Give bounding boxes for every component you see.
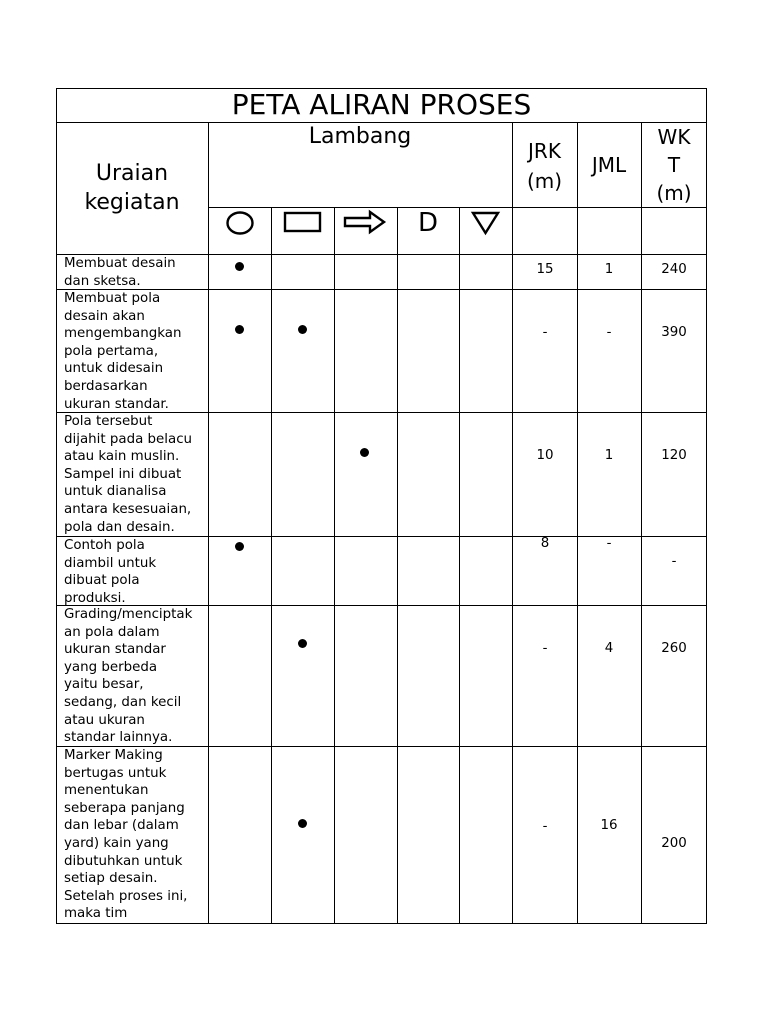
col-divider-sym1 [271,207,272,923]
row-4-mark-dot [235,542,244,551]
table-border-right [706,88,707,923]
row-5-wkt: 260 [661,641,687,656]
header-desc-line2: kegiatan [84,190,180,215]
col-divider-jrk [512,122,513,923]
row-3-jml: 1 [604,448,614,463]
row-2-mark-dot [298,325,307,334]
delay-d-icon: D [417,208,439,238]
row-1-wkt: 240 [661,262,687,277]
row-2-description: Membuat pola desain akan mengembangkan pola pertama, untuk didesain berdasarkan ukuran standar. [64,291,182,412]
row-3-mark-dot [360,448,369,457]
row-4-wkt: - [671,554,677,569]
row-3-description: Pola tersebut dijahit pada belacu atau kain muslin. Sampel ini dibuat untuk dianalisa antara kesesuaian, pola dan desain. [64,414,193,535]
col-divider-sym2 [334,207,335,923]
page-title: PETA ALIRAN PROSES [231,88,532,121]
row-1-jml: 1 [604,262,614,277]
table-border-bottom [56,923,707,924]
row-3-wkt: 120 [661,448,687,463]
header-jrk-line2: (m) [526,169,563,193]
row-6-description: Marker Making bertugas untuk menentukan seberapa panjang dan lebar (dalam yard) kain yang dibutuhkan untuk setiap desain. Setelah proses ini, maka tim [64,748,188,922]
row-6-wkt: 200 [661,836,687,851]
row-5-mark-dot [298,639,307,648]
row-6-jrk: - [542,819,548,834]
row-1-description: Membuat desain dan sketsa. [64,256,176,289]
header-wkt-line3: (m) [656,181,692,205]
storage-triangle-icon [470,210,502,236]
operation-circle-icon [224,210,256,236]
row-5-jml: 4 [604,641,614,656]
header-jml: JML [591,153,627,177]
row-2-mark-dot [235,325,244,334]
row-4-description: Contoh pola diambil untuk dibuat pola produksi. [64,538,157,606]
row-6-jml: 16 [600,818,618,833]
header-desc-line1: Uraian [95,161,169,186]
col-divider-jml [577,122,578,923]
row-2-jml: - [606,325,612,340]
header-wkt-line2: T [667,153,681,177]
row-2-wkt: 390 [661,325,687,340]
row-1-jrk: 15 [536,262,554,277]
row-3-jrk: 10 [536,448,554,463]
row-4-jml: - [606,536,612,551]
row-5-jrk: - [542,641,548,656]
row-4-jrk: 8 [540,536,550,551]
col-divider-desc [208,122,209,923]
header-symbols-group: Lambang [308,124,412,149]
header-wkt-line1: WK [657,125,691,149]
col-divider-sym3 [397,207,398,923]
row-5-description: Grading/menciptak an pola dalam ukuran standar yang berbeda yaitu besar, sedang, dan kecil atau ukuran standar lainnya. [64,607,193,746]
col-divider-wkt [641,122,642,923]
row-1-mark-dot [235,262,244,271]
header-jrk-line1: JRK [528,139,561,163]
process-flow-chart-table [56,88,707,924]
col-divider-sym4 [459,207,460,923]
row-6-mark-dot [298,819,307,828]
inspection-rectangle-icon [283,211,323,235]
row-2-jrk: - [542,325,548,340]
transport-arrow-icon [343,209,387,235]
